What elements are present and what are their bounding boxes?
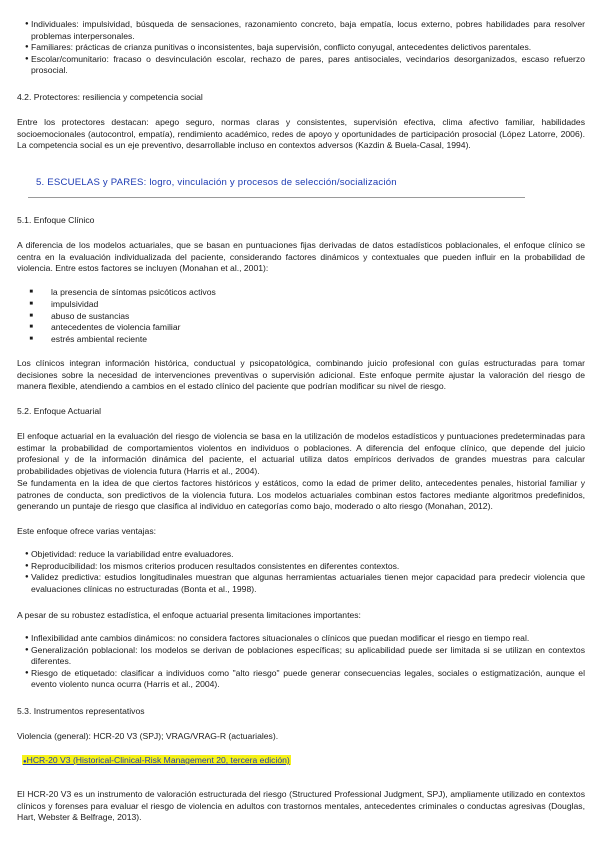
clinical-factor-list [17,287,585,346]
bullet-icon: ● [25,44,29,51]
paragraph-hcr20: El HCR-20 V3 es un instrumento de valoración estructurada del riesgo (Structured Professional Judgment, SPJ), ampliamente utilizado en contextos clínicos y forenses para evaluar el riesgo de violencia en adultos con trastornos mentales, antecedentes criminales o conductas agresivas (Douglas, Hart, Webster & Belfrage, 2013). [17,789,585,823]
square-bullet-icon: ■ [29,336,33,343]
square-bullet-icon: ■ [29,324,33,331]
paragraph-enfoque-actuarial: El enfoque actuarial en la evaluación del riesgo de violencia se basa en la utilización de modelos estadísticos y puntuaciones predeterminadas para estimar la probabilidad de comportamientos violentos en individuos o poblaciones. A diferencia del enfoque clínico, que depende del juicio profesional y de la información dinámica del paciente, el actuarial utiliza datos empíricos derivados de grandes muestras para calcular probabilidades objetivas de violencia futura (Harris et al., 2004). [17,431,585,476]
paragraph-ventajas-intro: Este enfoque ofrece varias ventajas: [17,526,157,536]
list-item: ● Reproducibilidad: los mismos criterios producen resultados consistentes en diferentes contextos. [25,560,400,571]
highlighted-instrument [22,755,291,769]
bullet-icon: ● [25,669,29,676]
list-item: ■ estrés ambiental reciente [17,334,585,346]
item-label: Individuales: [31,19,79,29]
list-item: ■ la presencia de síntomas psicóticos activos [17,287,585,299]
square-bullet-icon: ■ [29,312,33,319]
item-text: impulsividad, búsqueda de sensaciones, razonamiento concreto, baja empatía, locus externo, pobres habilidades para resolver problemas interpersonales. [31,19,585,41]
square-bullet-icon: ■ [29,300,33,307]
list-item: ■ antecedentes de violencia familiar [17,322,585,334]
risk-factor-list [17,19,585,77]
instrument-link[interactable]: HCR-20 V3 (Historical-Clinical-Risk Management 20, tercera edición) [26,755,290,765]
list-item: ■ abuso de sustancias [17,311,585,323]
list-item: ■ impulsividad [17,299,585,311]
item-text: prácticas de crianza punitivas o inconsistentes, baja supervisión, conflicto conyugal, antecedentes delictivos parentales. [75,42,532,53]
bullet-icon: ● [25,55,29,62]
instruments-line: Violencia (general): HCR-20 V3 (SPJ); VRAG/VRAG-R (actuariales). [17,731,279,741]
item-text: fracaso o desvinculación escolar, rechazo de pares, pares antisociales, vecindarios desorganizados, escaso refuerzo prosocial. [31,53,585,76]
section-heading-4-2: 4.2. Protectores: resiliencia y competencia social [17,92,203,102]
section-divider [28,197,525,198]
section-heading-5: 5. ESCUELAS y PARES: logro, vinculación y procesos de selección/socialización [36,177,397,188]
section-heading-5-2: 5.2. Enfoque Actuarial [17,406,102,416]
section-heading-5-3: 5.3. Instrumentos representativos [17,706,145,716]
paragraph-enfoque-clinico: A diferencia de los modelos actuariales, que se basan en puntuaciones fijas derivadas de datos estadísticos poblacionales, el enfoque clínico se centra en la evaluación individualizada del paciente, considerando factores dinámicos y contextuales que pueden influir en la probabilidad de violencia. Entre estos factores se incluyen (Monahan et al., 2001): [17,240,585,274]
list-item: ● Validez predictiva: estudios longitudinales muestran que algunas herramientas actuariales tienen mejor capacidad para predecir violencia que evaluaciones clínicas no estructuradas (Bonta et al., 1998). [25,572,585,594]
item-label: Familiares: [31,42,74,53]
list-item [17,19,585,42]
advantages-list [17,549,585,595]
paragraph-clinicos: Los clínicos integran información histórica, conductual y psicopatológica, combinando juicio profesional con guías estructuradas para tomar decisiones sobre la necesidad de intervenciones preventivas o supervisión adicional. Este enfoque permite ajustar la valoración del riesgo de manera flexible, atendiendo a cambios en el estado clínico del paciente que podrían modificar su nivel de riesgo. [17,358,585,392]
bullet-icon: ● [25,562,29,569]
bullet-icon: ● [25,21,29,27]
list-item [17,42,585,54]
bullet-icon: ● [25,551,29,557]
list-item: ● Generalización poblacional: los modelos se derivan de poblaciones específicas; su aplicabilidad puede ser limitada si se utilizan en contextos diferentes. [25,644,585,667]
square-bullet-icon: ■ [29,289,33,295]
list-item [17,54,585,77]
paragraph-limitaciones-intro: A pesar de su robustez estadística, el enfoque actuarial presenta limitaciones importantes: [17,610,361,620]
bullet-icon: ● [25,635,29,641]
bullet-icon: ● [25,574,29,581]
section-heading-5-1: 5.1. Enfoque Clínico [17,215,95,225]
list-item: ● Riesgo de etiquetado: clasificar a individuos como "alto riesgo" puede generar consecuencias legales, sociales o estigmatización, aunque el evento violento nunca ocurra (Harris et al., 2004). [25,667,585,690]
list-item: ● Inflexibilidad ante cambios dinámicos: no considera factores situacionales o clínicos que puedan modificar el riesgo en tiempo real. [25,633,530,643]
list-item: ● Objetividad: reduce la variabilidad entre evaluadores. [25,549,234,559]
bullet-icon: ● [23,759,27,765]
item-label: Escolar/comunitario: [31,53,109,64]
paragraph-fundamento: Se fundamenta en la idea de que ciertos factores históricos y estáticos, como la edad de primer delito, antecedentes penales, historial familiar y patrones de conducta, son predictivos de la violencia futura. Los modelos actuariales combinan estos factores mediante algoritmos predefinidos, generando un puntaje de riesgo que clasifica al individuo en categorías como bajo, moderado o alto riesgo (Monahan, 2012). [17,478,585,512]
bullet-icon: ● [25,646,29,653]
paragraph-protectores: Entre los protectores destacan: apego seguro, normas claras y consistentes, supervisión efectiva, clima afectivo familiar, habilidades socioemocionales (autocontrol, empatía), rendimiento académico, redes de apoyo y oportunidades de participación prosocial (López Latorre, 2006). La competencia social es un eje preventivo, desarrollable incluso en contextos adversos (Kazdin & Buela-Casal, 1994). [17,117,585,151]
limitations-list [17,633,585,691]
